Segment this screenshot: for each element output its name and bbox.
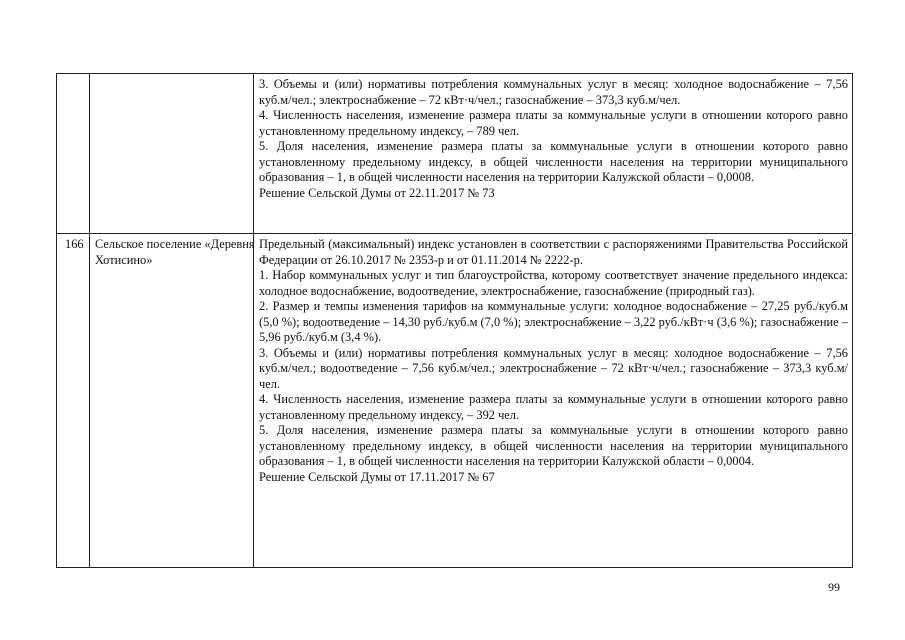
document-table xyxy=(56,73,853,568)
paragraph: 4. Численность населения, изменение размера платы за коммунальные услуги в отношении которого равно установленному предельному индексу, – 789 чел. xyxy=(259,108,848,138)
paragraph: 4. Численность населения, изменение размера платы за коммунальные услуги в отношении которого равно установленному предельному индексу, – 392 чел. xyxy=(259,392,848,422)
paragraph: 5. Доля населения, изменение размера платы за коммунальные услуги в отношении которого равно установленному предельному индексу, в общей численности населения на территории муниципального образования – 1, в общей численности населения на территории Калужской области – 0,0008. xyxy=(259,139,848,184)
paragraph: 1. Набор коммунальных услуг и тип благоустройства, которому соответствует значение предельного индекса: холодное водоснабжение, водоотведение, электроснабжение, газоснабжение (природный газ). xyxy=(259,268,848,298)
row-166-content xyxy=(259,237,848,485)
decision-reference: Решение Сельской Думы от 17.11.2017 № 67 xyxy=(259,469,495,484)
column-divider-number xyxy=(89,74,90,567)
row-divider xyxy=(57,233,852,234)
decision-reference: Решение Сельской Думы от 22.11.2017 № 73 xyxy=(259,185,495,200)
municipality-name: Сельское поселение «Деревня Хотисино» xyxy=(95,237,255,267)
column-divider-name xyxy=(253,74,254,567)
page-number: 99 xyxy=(828,580,840,594)
paragraph: 3. Объемы и (или) нормативы потребления коммунальных услуг в месяц: холодное водоснабжение – 7,56 куб.м/чел.; электроснабжение – 72 кВт·ч/чел.; газоснабжение – 373,3 куб.м/чел. xyxy=(259,77,848,107)
row-continued-content xyxy=(259,77,848,201)
paragraph: 2. Размер и темпы изменения тарифов на коммунальные услуги: холодное водоснабжение – 27,25 руб./куб.м (5,0 %); водоотведение – 14,30 руб./куб.м (7,0 %); электроснабжение – 3,22 руб./кВт·ч (3,6 %); газоснабжение – 5,96 руб./куб.м (3,4 %). xyxy=(259,299,848,344)
paragraph: Предельный (максимальный) индекс установлен в соответствии с распоряжениями Правительства Российской Федерации от 26.10.2017 № 2353-р и от 01.11.2014 № 2222-р. xyxy=(259,237,848,267)
paragraph: 5. Доля населения, изменение размера платы за коммунальные услуги в отношении которого равно установленному предельному индексу, в общей численности населения на территории муниципального образования – 1, в общей численности населения на территории Калужской области – 0,0004. xyxy=(259,423,848,468)
row-number: 166 xyxy=(65,237,84,251)
paragraph: 3. Объемы и (или) нормативы потребления коммунальных услуг в месяц: холодное водоснабжение – 7,56 куб.м/чел.; водоотведение – 7,56 куб.м/чел.; электроснабжение – 72 кВт·ч/чел.; газоснабжение – 373,3 куб.м/чел. xyxy=(259,345,848,391)
